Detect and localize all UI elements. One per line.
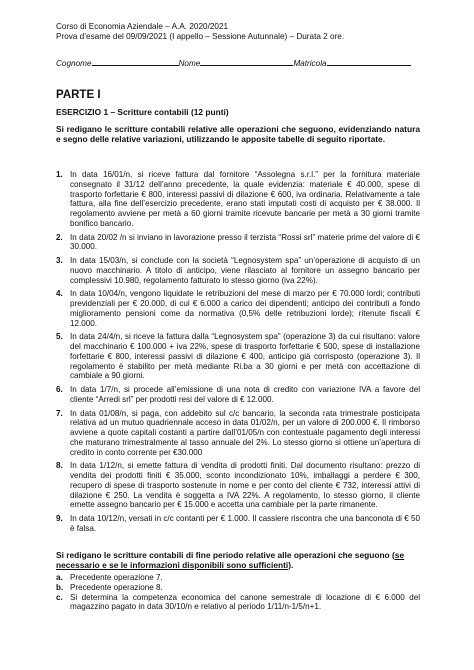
sub-item-letter: b.: [56, 582, 64, 592]
sub-item: [56, 583, 420, 593]
operation-item: [56, 256, 420, 285]
operation-number: 2.: [56, 232, 63, 242]
cognome-blank-line: [92, 57, 179, 66]
operation-item: [56, 289, 420, 328]
closing-sub-items: [56, 573, 420, 612]
operation-number: 3.: [56, 256, 63, 265]
part-title: PARTE I: [56, 89, 101, 101]
operation-text: In data 10/12/n, versati in c/c contanti per € 1.000. Il cassiere riscontra che una banconota di € 50 è falsa.: [70, 514, 420, 533]
operation-item: [56, 409, 420, 458]
operation-number: 5.: [56, 332, 63, 342]
operation-text: In data 20/02 /n si inviano in lavorazione presso il terzista “Rossi srl” materie prime del valore di € 30.000.: [70, 232, 420, 252]
closing-prefix: Si redigano le scritture contabili di fine periodo relative alle operazioni che seguono (: [56, 550, 395, 560]
exercise-intro: Si redigano le scritture contabili relative alle operazioni che seguono, evidenziando natura e segno delle relative variazioni, utilizzando le apposite tabelle di seguito riportate.: [56, 124, 420, 144]
cognome-label: Cognome: [56, 59, 92, 68]
operation-item: [56, 514, 420, 534]
operation-number: 6.: [56, 385, 63, 394]
sub-item-text: Precedente operazione 7.: [70, 573, 163, 582]
operation-text: In data 10/04/n, vengono liquidate le retribuzioni del mese di marzo per € 70.000 lordi; contributi previdenziali per € 20.000, di cui € 6.000 a carico dei dipendenti; anticipo dei contributi a fondo miglioramento pensioni come da normativa (0,5% delle retribuzioni lorde); ritenute fiscali € 12.000.: [70, 289, 420, 328]
operation-number: 7.: [56, 408, 63, 418]
operation-text: In data 15/03/n, si conclude con la società “Legnosystem spa” un’operazione di acquisto di un nuovo macchinario. A titolo di anticipo, viene rilasciato al fornitore un assegno bancario per complessivi 10.980, regolamento fatturato lo stesso giorno (iva 22%).: [70, 256, 420, 285]
operation-text: In data 1/12/n, si emette fattura di vendita di prodotti finiti. Dal documento risultano: prezzo di vendita dei prodotti finiti € 35.000, sconto incondizionato 10%, imballaggi a perdere € 300, recupero di spese di trasporto sostenute in nome e per conto del cliente € 732, interessi attivi di dilazione € 250. La vendita è soggetta a IVA 22%. A regolamento, lo stesso giorno, il cliente emette assegno bancario per € 15.000 e accetta una cambiale per la parte rimanente.: [70, 461, 420, 510]
student-fields-row: [56, 57, 411, 68]
closing-underlined: se necessario e se le informazioni disponibili sono sufficienti: [56, 550, 405, 570]
matricola-label: Matricola: [293, 59, 327, 68]
nome-blank-line: [200, 57, 293, 66]
nome-label: Nome: [178, 59, 201, 68]
exam-info-line: Prova d’esame del 09/09/2021 (I appello – Sessione Autunnale) – Durata 2 ore.: [56, 32, 345, 41]
operation-number: 8.: [56, 461, 63, 471]
operation-item: [56, 233, 420, 253]
operation-text: In data 1/7/n, si procede all’emissione di una nota di credito con variazione IVA a favore del cliente “Arredi srl” per prodotti resi del valore di € 12.000.: [70, 385, 420, 404]
operation-item: [56, 332, 420, 381]
operation-item: [56, 170, 420, 229]
operation-text: In data 16/01/n, si riceve fattura dal fornitore “Assolegna s.r.l.” per la fornitura materiale consegnato il 31/12 dell’anno precedente, la quale evidenzia: materiale € 40.000, spese di trasporto forfettarie € 800, interessi passivi di dilazione € 600, iva ordinaria. Relativamente a tale fattura, alla fine dell’esercizio precedente, erano stati imputati costi di acquisto per € 38.000. Il regolamento avviene per metà a 60 giorni tramite ricevute bancarie per metà a 30 giorni tramite bonifico bancario.: [70, 170, 420, 228]
operation-item: [56, 461, 420, 510]
sub-item-letter: c.: [56, 592, 63, 602]
operation-number: 4.: [56, 289, 63, 299]
operation-item: [56, 385, 420, 405]
operation-number: 9.: [56, 514, 63, 523]
exercise-title: ESERCIZIO 1 – Scritture contabili (12 punti): [56, 107, 229, 117]
closing-suffix: ).: [288, 560, 294, 570]
sub-item-text: Precedente operazione 8.: [70, 582, 163, 592]
matricola-blank-line: [327, 57, 411, 66]
operations-list: [56, 170, 420, 538]
sub-item-text: Si determina la competenza economica del canone semestrale di locazione di € 6.000 del magazzino pagato in data 30/10/n e relativo al periodo 1/11/n-1/5/n+1.: [70, 592, 420, 612]
closing-instructions: [56, 550, 420, 570]
sub-item: [56, 593, 420, 613]
sub-item-letter: a.: [56, 573, 63, 582]
sub-item: [56, 573, 420, 583]
operation-text: In data 24/4/n, si riceve la fattura dalla “Legnosystem spa” (operazione 3) da cui risultano: valore del macchinario € 100.000 + iva 22%, spese di trasporto forfettarie € 500, spese di installazione forfettarie € 800, interessi passivi di dilazione € 400, anticipo già corrisposto (operazione 3). Il regolamento è stabilito per metà mediante Ri.ba a 30 giorni e per metà con accettazione di cambiale a 90 giorni.: [70, 332, 420, 381]
operation-number: 1.: [56, 170, 63, 179]
course-line: Corso di Economia Aziendale – A.A. 2020/2021: [56, 22, 229, 31]
operation-text: In data 01/08/n, si paga, con addebito sul c/c bancario, la seconda rata trimestrale posticipata relativa ad un mutuo quadriennale acceso in data 01/02/n, per un valore di 200.000 €. Il rimborso avviene a quote capitali costanti a partire dall’01/05/n con contestuale pagamento degli interessi che maturano trimestralmente al tasso annuale del 2%. Lo stesso giorno si ottiene un’apertura di credito in conto corrente per €30.000: [70, 408, 420, 457]
